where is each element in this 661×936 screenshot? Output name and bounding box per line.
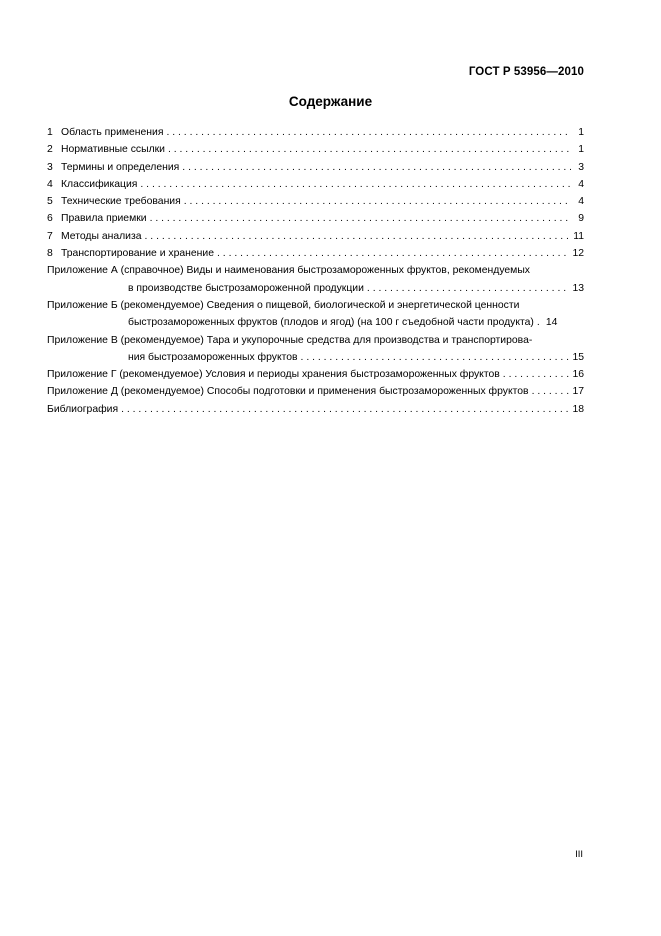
toc-item-number: 1 bbox=[47, 127, 53, 138]
toc-item-number: 5 bbox=[47, 196, 53, 208]
toc-item[interactable] bbox=[47, 176, 584, 193]
toc-annex-line bbox=[47, 262, 584, 279]
toc-item-number: 4 bbox=[47, 178, 53, 190]
toc-item-page: 15 bbox=[572, 351, 584, 363]
toc-item-page: 17 bbox=[572, 386, 584, 398]
dot-leader bbox=[150, 210, 571, 227]
toc-annex-label: Приложение А (справочное) Виды и наименования быстрозамороженных фруктов, рекомендуемых bbox=[47, 265, 530, 277]
toc-annex-label-cont: ния быстрозамороженных фруктов bbox=[128, 351, 298, 363]
toc-annex-label: Приложение Д (рекомендуемое) Способы подготовки и применения быстрозамороженных фруктов bbox=[47, 386, 529, 398]
dot-leader bbox=[503, 366, 570, 383]
toc-item-page: 12 bbox=[572, 248, 584, 260]
toc-item-page: 16 bbox=[572, 369, 584, 381]
dot-leader bbox=[145, 228, 571, 245]
page-title: Содержание bbox=[288, 94, 373, 109]
toc-annex-line bbox=[47, 349, 584, 366]
toc-item[interactable] bbox=[47, 228, 584, 245]
toc-annex-line bbox=[47, 332, 584, 349]
toc-item-label: Технические требования bbox=[61, 196, 181, 208]
dot-leader bbox=[140, 176, 571, 193]
toc-annex-d[interactable] bbox=[47, 383, 584, 400]
toc-item-label: Методы анализа bbox=[61, 230, 142, 242]
toc-item[interactable] bbox=[47, 124, 584, 141]
dot-leader bbox=[532, 383, 570, 400]
document-code: ГОСТ Р 53956—2010 bbox=[468, 66, 584, 78]
toc-annex-label-cont: быстрозамороженных фруктов (плодов и ягод) (на 100 г съедобной части продукта) bbox=[128, 317, 534, 329]
toc-item[interactable] bbox=[47, 210, 584, 227]
toc-item[interactable] bbox=[47, 159, 584, 176]
toc-item-label: Область применения bbox=[61, 127, 164, 138]
toc-item-page: 3 bbox=[578, 161, 584, 173]
toc-item-label: Библиография bbox=[47, 403, 119, 415]
toc-item-page: 1 bbox=[578, 127, 584, 138]
toc-annex-line bbox=[47, 280, 584, 297]
dot-leader bbox=[182, 159, 571, 176]
toc-item-number: 7 bbox=[47, 230, 53, 242]
page-number: III bbox=[575, 849, 583, 860]
toc-item-page: 18 bbox=[572, 403, 584, 415]
dot-leader bbox=[217, 245, 569, 262]
toc-item-page: 13 bbox=[572, 282, 584, 294]
toc-item-number: 3 bbox=[47, 161, 53, 173]
dot-leader bbox=[367, 280, 570, 297]
toc-bibliography[interactable] bbox=[47, 401, 584, 418]
toc-item-page: 4 bbox=[578, 196, 584, 208]
toc-annex-b[interactable] bbox=[47, 297, 584, 332]
toc-item-number: 2 bbox=[47, 144, 53, 156]
toc-annex-a[interactable] bbox=[47, 262, 584, 297]
dot-leader bbox=[166, 124, 571, 141]
dot-leader bbox=[168, 141, 571, 158]
toc-item-page: 9 bbox=[578, 213, 584, 225]
toc-item-label: Классификация bbox=[61, 178, 138, 190]
toc-item-page: 14 bbox=[545, 317, 558, 329]
toc-item[interactable] bbox=[47, 141, 584, 158]
toc-annex-label: Приложение В (рекомендуемое) Тара и укупорочные средства для производства и транспортирова- bbox=[47, 334, 533, 346]
toc-item-page: 11 bbox=[573, 230, 584, 242]
toc-item-label: Транспортирование и хранение bbox=[61, 248, 215, 260]
toc-item-number: 8 bbox=[47, 248, 53, 260]
toc-annex-line bbox=[47, 314, 584, 331]
toc-annex-line bbox=[47, 297, 584, 314]
toc-item-page: 4 bbox=[578, 178, 584, 190]
toc-annex-label: Приложение Б (рекомендуемое) Сведения о пищевой, биологической и энергетической ценности bbox=[47, 299, 520, 311]
toc-annex-label: Приложение Г (рекомендуемое) Условия и периоды хранения быстрозамороженных фруктов bbox=[47, 369, 500, 381]
toc-annex-v[interactable] bbox=[47, 332, 584, 367]
toc-item-label: Правила приемки bbox=[61, 213, 147, 225]
dot-leader bbox=[184, 193, 571, 210]
toc-item[interactable] bbox=[47, 193, 584, 210]
dot-leader bbox=[121, 401, 569, 418]
toc-item-label: Термины и определения bbox=[61, 161, 180, 173]
toc-item-page: 1 bbox=[578, 144, 584, 156]
toc-item[interactable] bbox=[47, 245, 584, 262]
toc-annex-label-cont: в производстве быстрозамороженной продукции bbox=[128, 282, 364, 294]
toc-annex-g[interactable] bbox=[47, 366, 584, 383]
dot-leader bbox=[301, 349, 570, 366]
dot-leader bbox=[537, 314, 543, 331]
table-of-contents bbox=[47, 124, 584, 418]
toc-item-number: 6 bbox=[47, 213, 53, 225]
toc-item-label: Нормативные ссылки bbox=[61, 144, 165, 156]
